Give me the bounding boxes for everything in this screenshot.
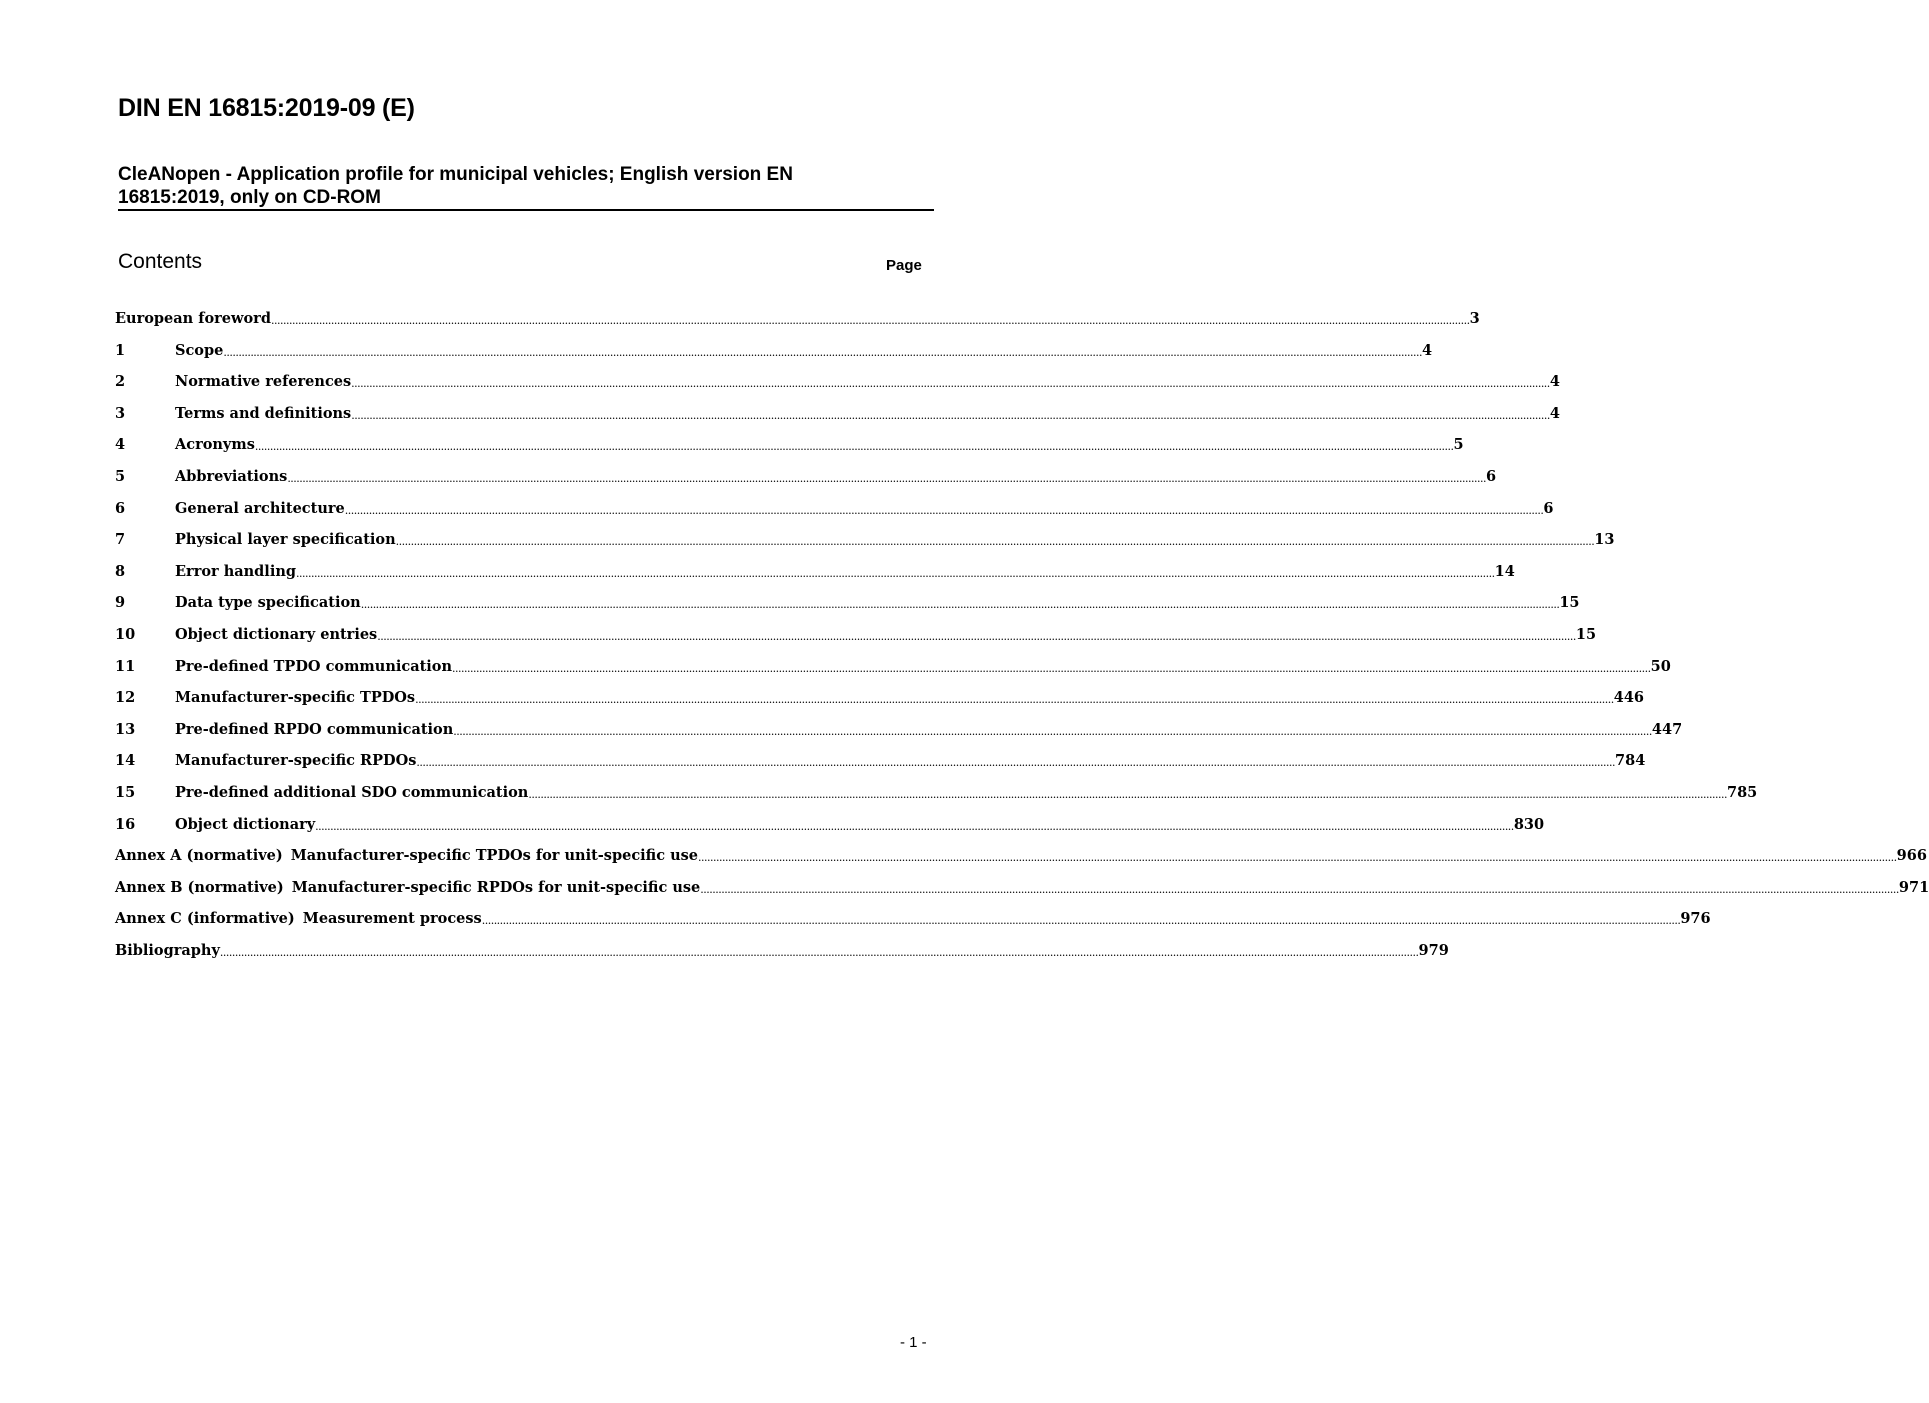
toc-entry-title: Object dictionary entries [175,625,378,643]
toc-entry-number: 14 [115,752,136,770]
toc-dot-leader: ................................................................................................................................................................................................................................................................................................................................................................................................................ [287,471,1486,485]
toc-entry-page: 4 [1421,341,1433,359]
toc-entry[interactable] [115,307,1480,339]
toc-entry-title: Manufacturer-specific RPDOs for unit-specific use [291,878,701,896]
toc-entry-number: 2 [115,373,126,391]
document-number: DIN EN 16815:2019-09 (E) [118,94,415,122]
toc-entry[interactable] [115,591,1580,623]
toc-dot-leader: ................................................................................................................................................................................................................................................................................................................................................................................................................ [360,598,1560,612]
toc-entry-number: 7 [115,531,126,549]
toc-entry-page: 13 [1594,531,1615,549]
toc-entry-number: 4 [115,436,126,454]
toc-entry[interactable] [115,749,1646,781]
toc-dot-leader: ................................................................................................................................................................................................................................................................................................................................................................................................................ [351,377,1550,391]
toc-entry-annex: Annex B (normative) [115,878,284,896]
toc-entry-title: Pre-defined additional SDO communication [175,783,529,801]
document-title: CleANopen - Application profile for municipal vehicles; English version EN 16815:2019, only on CD-ROM [118,164,793,208]
toc-dot-leader: ................................................................................................................................................................................................................................................................................................................................................................................................................ [344,503,1544,517]
toc-entry-title: Object dictionary [175,815,316,833]
toc-entry[interactable] [115,497,1554,529]
toc-dot-leader: ................................................................................................................................................................................................................................................................................................................................................................................................................ [481,914,1681,928]
toc-entry-number: 8 [115,562,126,580]
toc-entry-page: 830 [1513,815,1545,833]
toc-entry-page: 6 [1543,499,1554,517]
toc-dot-leader: ................................................................................................................................................................................................................................................................................................................................................................................................................ [296,566,1495,580]
toc-entry-title: General architecture [175,499,345,517]
toc-entry-title: Manufacturer-specific TPDOs for unit-specific use [290,847,699,865]
toc-entry-number: 3 [115,404,126,422]
toc-entry[interactable] [115,402,1560,434]
toc-entry-title: Physical layer specification [175,531,396,549]
toc-entry-page: 784 [1615,752,1646,770]
toc-entry[interactable] [115,844,1927,876]
toc-entry-page: 6 [1485,467,1497,485]
toc-entry-page: 4 [1549,404,1560,422]
toc-dot-leader: ................................................................................................................................................................................................................................................................................................................................................................................................................ [452,661,1651,675]
toc-entry-page: 15 [1575,625,1597,643]
toc-entry-title: Acronyms [175,436,255,454]
toc-entry[interactable] [115,781,1758,813]
toc-entry-number: 16 [115,815,136,833]
page-number: - 1 - [900,1334,927,1351]
toc-dot-leader: ................................................................................................................................................................................................................................................................................................................................................................................................................ [315,819,1514,833]
toc-dot-leader: ................................................................................................................................................................................................................................................................................................................................................................................................................ [700,882,1899,896]
toc-entry-title: Error handling [175,562,297,580]
toc-dot-leader: ................................................................................................................................................................................................................................................................................................................................................................................................................ [528,787,1727,801]
toc-entry[interactable] [115,876,1929,908]
toc-dot-leader: ................................................................................................................................................................................................................................................................................................................................................................................................................ [351,408,1550,422]
toc-entry-title: Measurement process [302,910,482,928]
toc-entry-page: 14 [1494,562,1515,580]
toc-entry[interactable] [115,686,1645,718]
toc-entry[interactable] [115,339,1433,371]
toc-entry-annex: Annex A (normative) [115,847,283,865]
toc-entry-number: 10 [115,625,136,643]
toc-entry[interactable] [115,433,1464,465]
toc-dot-leader: ................................................................................................................................................................................................................................................................................................................................................................................................................ [377,629,1576,643]
toc-entry-title: Scope [175,341,224,359]
toc-entry[interactable] [115,528,1615,560]
toc-dot-leader: ................................................................................................................................................................................................................................................................................................................................................................................................................ [223,345,1422,359]
toc-dot-leader: ................................................................................................................................................................................................................................................................................................................................................................................................................ [395,535,1595,549]
toc-entry-title: Bibliography [115,941,220,959]
title-divider [118,209,934,211]
toc-entry-page: 976 [1680,910,1711,928]
toc-entry[interactable] [115,655,1671,687]
toc-entry-number: 13 [115,720,136,738]
toc-entry[interactable] [115,370,1560,402]
toc-entry-number: 5 [115,467,126,485]
toc-dot-leader: ................................................................................................................................................................................................................................................................................................................................................................................................................ [698,851,1897,865]
toc-entry[interactable] [115,465,1497,497]
toc-entry[interactable] [115,718,1683,750]
toc-entry-page: 15 [1559,594,1580,612]
toc-entry-title: Pre-defined TPDO communication [175,657,453,675]
toc-entry-page: 50 [1650,657,1671,675]
toc-entry-number: 6 [115,499,126,517]
toc-entry-title: European foreword [115,310,271,327]
toc-entry-title: Data type specification [175,594,361,612]
toc-entry[interactable] [115,907,1711,939]
toc-dot-leader: ................................................................................................................................................................................................................................................................................................................................................................................................................ [270,314,1470,327]
toc-entry[interactable] [115,939,1449,971]
contents-heading: Contents [118,250,203,273]
toc-entry-number: 12 [115,689,136,707]
toc-entry-page: 4 [1549,373,1560,391]
toc-dot-leader: ................................................................................................................................................................................................................................................................................................................................................................................................................ [416,756,1616,770]
toc-entry-page: 971 [1898,878,1929,896]
toc-dot-leader: ................................................................................................................................................................................................................................................................................................................................................................................................................ [219,945,1419,959]
toc-entry-page: 785 [1727,783,1758,801]
table-of-contents [115,307,1929,970]
toc-entry[interactable] [115,623,1597,655]
toc-dot-leader: ................................................................................................................................................................................................................................................................................................................................................................................................................ [453,724,1652,738]
toc-entry-number: 11 [115,657,136,675]
page-column-label: Page [886,257,922,274]
toc-entry-page: 5 [1453,436,1464,454]
toc-entry-page: 3 [1469,310,1480,327]
toc-entry-number: 9 [115,594,126,612]
toc-entry-title: Abbreviations [175,467,288,485]
toc-dot-leader: ................................................................................................................................................................................................................................................................................................................................................................................................................ [254,440,1454,454]
toc-entry-title: Manufacturer-specific RPDOs [175,752,417,770]
toc-entry-annex: Annex C (informative) [115,910,295,928]
toc-entry-page: 447 [1651,720,1683,738]
toc-entry-number: 1 [115,341,126,359]
toc-entry-title: Pre-defined RPDO communication [175,720,454,738]
toc-entry-title: Terms and definitions [175,404,352,422]
toc-entry[interactable] [115,560,1515,592]
toc-entry-page: 446 [1613,689,1645,707]
toc-entry-title: Manufacturer-specific TPDOs [175,689,416,707]
toc-entry-page: 979 [1418,941,1449,959]
toc-dot-leader: ................................................................................................................................................................................................................................................................................................................................................................................................................ [415,693,1614,707]
toc-entry-page: 966 [1896,847,1927,865]
toc-entry[interactable] [115,813,1545,845]
toc-entry-number: 15 [115,783,136,801]
toc-entry-title: Normative references [175,373,352,391]
